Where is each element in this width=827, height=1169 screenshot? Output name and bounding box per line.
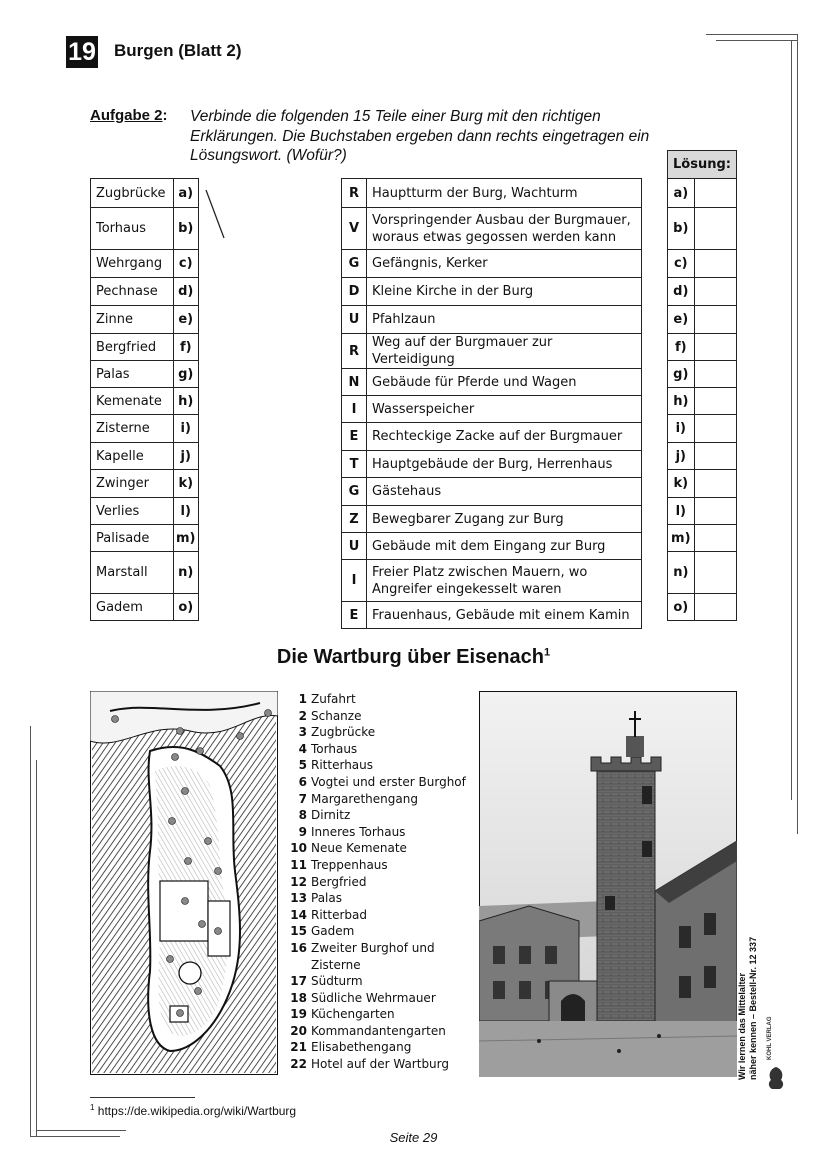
term-letter-cell: f) — [174, 334, 199, 361]
legend-item — [290, 907, 466, 924]
example-connection-line — [200, 184, 230, 244]
solution-letter-cell: i) — [668, 415, 695, 443]
table-row — [91, 306, 199, 334]
solution-letter-cell: h) — [668, 388, 695, 415]
table-row — [91, 334, 199, 361]
solution-letter-cell: j) — [668, 443, 695, 470]
legend-number: 9 — [298, 824, 307, 839]
table-row — [668, 334, 737, 361]
legend-item — [290, 857, 466, 874]
table-row — [668, 443, 737, 470]
legend-number: 22 — [290, 1057, 307, 1072]
code-letter-cell: T — [342, 451, 367, 478]
table-row — [342, 602, 642, 629]
code-letter-cell: Z — [342, 506, 367, 533]
code-letter-cell: U — [342, 306, 367, 334]
legend-item — [290, 990, 466, 1007]
legend-number: 8 — [298, 808, 307, 823]
table-row — [342, 560, 642, 602]
legend-label: Zweiter Burghof und — [311, 940, 435, 955]
legend-item — [290, 757, 466, 774]
solution-answer-cell — [694, 208, 736, 250]
legend-label: Dirnitz — [311, 808, 351, 823]
legend-label: Ritterhaus — [311, 758, 374, 773]
solution-letter-cell: b) — [668, 208, 695, 250]
solution-letter-cell: n) — [668, 552, 695, 594]
legend-label: Kommandantengarten — [311, 1023, 446, 1038]
table-row — [668, 525, 737, 552]
table-row — [342, 396, 642, 423]
term-cell: Zisterne — [91, 415, 174, 443]
publisher-name: KOHL VERLAG — [767, 1016, 773, 1060]
legend-label: Margarethengang — [311, 791, 418, 806]
term-letter-cell: a) — [174, 179, 199, 208]
solution-answer-cell — [694, 594, 736, 621]
solution-table — [667, 150, 737, 621]
frame-line-top-inner — [716, 40, 798, 41]
solution-header: Lösung: — [668, 151, 737, 179]
solution-answer-cell — [694, 361, 736, 388]
task-instructions: Verbinde die folgenden 15 Teile einer Burg mit den richtigen Erklärungen. Die Buchstaben ergeben dann rechts eingetragen ein Lösungswort. (Wofür?) — [190, 108, 650, 164]
legend-label: Bergfried — [311, 874, 367, 889]
term-letter-cell: g) — [174, 361, 199, 388]
table-row — [668, 250, 737, 278]
solution-answer-cell — [694, 334, 736, 361]
legend-number: 21 — [290, 1040, 307, 1055]
legend-number: 7 — [298, 791, 307, 806]
wartburg-legend — [290, 691, 466, 1073]
wartburg-title: Die Wartburg über Eisenach$^1$ — [276, 646, 551, 668]
legend-number: 10 — [290, 841, 307, 856]
legend-label: Torhaus — [311, 741, 358, 756]
side-series-text: Wir lernen das Mittelalter näher kennen – Bestell-Nr. 12 337 — [737, 936, 758, 1080]
solution-answer-cell — [694, 179, 736, 208]
code-letter-cell: N — [342, 369, 367, 396]
legend-item — [290, 940, 466, 957]
table-row — [668, 552, 737, 594]
term-cell: Wehrgang — [91, 250, 174, 278]
explanation-cell: Wasserspeicher — [367, 396, 642, 423]
legend-number: 13 — [290, 891, 307, 906]
table-row — [91, 552, 199, 594]
solution-letter-cell: m) — [668, 525, 695, 552]
explanation-cell: Gebäude für Pferde und Wagen — [367, 369, 642, 396]
legend-label: Treppenhaus — [311, 857, 388, 872]
solution-letter-cell: o) — [668, 594, 695, 621]
table-row — [668, 278, 737, 306]
solution-letter-cell: a) — [668, 179, 695, 208]
code-letter-cell: E — [342, 602, 367, 629]
term-letter-cell: k) — [174, 470, 199, 498]
term-cell: Verlies — [91, 498, 174, 525]
table-row — [668, 415, 737, 443]
legend-number: 6 — [298, 774, 307, 789]
term-letter-cell: o) — [174, 594, 199, 621]
legend-item — [290, 874, 466, 891]
legend-label: Hotel auf der Wartburg — [311, 1057, 449, 1072]
legend-number: 4 — [298, 741, 307, 756]
code-letter-cell: R — [342, 179, 367, 208]
term-letter-cell: b) — [174, 208, 199, 250]
legend-label: Inneres Torhaus — [311, 824, 406, 839]
table-row — [91, 278, 199, 306]
term-cell: Kapelle — [91, 443, 174, 470]
solution-letter-cell: d) — [668, 278, 695, 306]
frame-line-right — [797, 34, 798, 834]
term-letter-cell: h) — [174, 388, 199, 415]
legend-label: Zugbrücke — [311, 725, 376, 740]
table-row — [668, 594, 737, 621]
legend-item — [290, 824, 466, 841]
solution-letter-cell: c) — [668, 250, 695, 278]
term-cell: Bergfried — [91, 334, 174, 361]
footnote-separator — [90, 1097, 195, 1098]
code-letter-cell: R — [342, 334, 367, 369]
legend-number: 2 — [298, 708, 307, 723]
solution-answer-cell — [694, 278, 736, 306]
solution-answer-cell — [694, 415, 736, 443]
term-letter-cell: l) — [174, 498, 199, 525]
table-row — [342, 208, 642, 250]
explanation-cell: Hauptturm der Burg, Wachturm — [367, 179, 642, 208]
legend-item — [290, 807, 466, 824]
legend-item — [290, 1006, 466, 1023]
terms-table — [90, 178, 199, 621]
table-row — [668, 208, 737, 250]
table-row — [342, 334, 642, 369]
explanation-cell: Weg auf der Burgmauer zur Verteidigung — [367, 334, 642, 369]
solution-answer-cell — [694, 552, 736, 594]
publisher-logo-icon — [764, 1065, 788, 1093]
frame-line-left — [30, 726, 31, 1136]
legend-item — [290, 1023, 466, 1040]
legend-label: Südliche Wehrmauer — [311, 990, 436, 1005]
table-row — [91, 470, 199, 498]
legend-item — [290, 791, 466, 808]
solution-answer-cell — [694, 498, 736, 525]
legend-item — [290, 724, 466, 741]
page-number: Seite 29 — [389, 1130, 438, 1145]
legend-number: 20 — [290, 1023, 307, 1038]
table-row — [342, 278, 642, 306]
legend-number: 12 — [290, 874, 307, 889]
explanation-cell: Gebäude mit dem Eingang zur Burg — [367, 533, 642, 560]
legend-label: Vogtei und erster Burghof — [311, 774, 466, 789]
solution-answer-cell — [694, 306, 736, 334]
legend-item — [290, 774, 466, 791]
legend-number: 17 — [290, 974, 307, 989]
term-cell: Zugbrücke — [91, 179, 174, 208]
explanation-cell: Vorspringender Ausbau der Burgmauer, woraus etwas gegossen werden kann — [367, 208, 642, 250]
legend-number: 15 — [290, 924, 307, 939]
footnote: $^1$ https://de.wikipedia.org/wiki/Wartburg — [90, 1103, 297, 1118]
explanation-cell: Gefängnis, Kerker — [367, 250, 642, 278]
explanation-cell: Pfahlzaun — [367, 306, 642, 334]
table-row — [342, 451, 642, 478]
legend-item — [290, 973, 466, 990]
frame-line-left-inner — [36, 760, 37, 1136]
page-number-badge: 19 — [66, 36, 98, 68]
explanation-cell: Freier Platz zwischen Mauern, wo Angreifer eingekesselt waren — [367, 560, 642, 602]
term-cell: Torhaus — [91, 208, 174, 250]
code-letter-cell: I — [342, 396, 367, 423]
table-row — [91, 443, 199, 470]
table-row — [342, 506, 642, 533]
legend-number: 11 — [290, 857, 307, 872]
table-row — [668, 361, 737, 388]
table-row — [91, 388, 199, 415]
table-row — [91, 525, 199, 552]
table-row — [342, 250, 642, 278]
term-cell: Gadem — [91, 594, 174, 621]
term-letter-cell: j) — [174, 443, 199, 470]
solution-letter-cell: f) — [668, 334, 695, 361]
table-row — [91, 361, 199, 388]
solution-letter-cell: l) — [668, 498, 695, 525]
legend-number: 5 — [298, 758, 307, 773]
table-row — [91, 594, 199, 621]
wartburg-map-image — [90, 691, 278, 1075]
solution-answer-cell — [694, 388, 736, 415]
legend-item — [290, 1056, 466, 1073]
table-row — [668, 498, 737, 525]
legend-item — [290, 1039, 466, 1056]
legend-label: Südturm — [311, 974, 363, 989]
term-letter-cell: n) — [174, 552, 199, 594]
explanation-cell: Gästehaus — [367, 478, 642, 506]
legend-label: Elisabethengang — [311, 1040, 412, 1055]
legend-label: Schanze — [311, 708, 362, 723]
term-cell: Pechnase — [91, 278, 174, 306]
term-cell: Zinne — [91, 306, 174, 334]
legend-item — [290, 708, 466, 725]
page-title: Burgen (Blatt 2) — [114, 41, 242, 60]
term-cell: Palisade — [91, 525, 174, 552]
legend-number: 3 — [298, 725, 307, 740]
legend-item — [290, 890, 466, 907]
explanation-cell: Rechteckige Zacke auf der Burgmauer — [367, 423, 642, 451]
solution-answer-cell — [694, 525, 736, 552]
table-row — [668, 388, 737, 415]
table-row — [342, 306, 642, 334]
code-letter-cell: V — [342, 208, 367, 250]
task-label: Aufgabe 2: — [90, 107, 168, 124]
solution-letter-cell: g) — [668, 361, 695, 388]
term-letter-cell: m) — [174, 525, 199, 552]
term-cell: Kemenate — [91, 388, 174, 415]
explanation-cell: Kleine Kirche in der Burg — [367, 278, 642, 306]
term-letter-cell: e) — [174, 306, 199, 334]
frame-line-right-inner — [791, 40, 792, 800]
legend-item-continuation: Zisterne — [311, 957, 361, 972]
frame-line-top — [706, 34, 798, 35]
legend-item — [290, 840, 466, 857]
legend-number: 1 — [298, 692, 307, 706]
code-letter-cell: E — [342, 423, 367, 451]
explanation-cell: Bewegbarer Zugang zur Burg — [367, 506, 642, 533]
code-letter-cell: G — [342, 250, 367, 278]
table-row — [91, 415, 199, 443]
table-row — [91, 498, 199, 525]
table-row — [342, 179, 642, 208]
legend-item — [290, 691, 466, 708]
code-letter-cell: U — [342, 533, 367, 560]
solution-answer-cell — [694, 250, 736, 278]
legend-number: 14 — [290, 907, 307, 922]
legend-number: 19 — [290, 1007, 307, 1022]
wartburg-photo — [479, 691, 737, 1077]
legend-label: Ritterbad — [311, 907, 367, 922]
table-row — [91, 179, 199, 208]
term-letter-cell: d) — [174, 278, 199, 306]
table-row — [668, 306, 737, 334]
table-row — [91, 250, 199, 278]
legend-item — [290, 741, 466, 758]
table-row — [342, 533, 642, 560]
term-letter-cell: i) — [174, 415, 199, 443]
table-row — [342, 423, 642, 451]
table-row — [342, 369, 642, 396]
term-cell: Marstall — [91, 552, 174, 594]
solution-letter-cell: e) — [668, 306, 695, 334]
legend-number: 16 — [290, 940, 307, 955]
table-row — [91, 208, 199, 250]
solution-header-row — [668, 151, 737, 179]
explanation-cell: Frauenhaus, Gebäude mit einem Kamin — [367, 602, 642, 629]
term-cell: Palas — [91, 361, 174, 388]
legend-label: Palas — [311, 891, 342, 906]
code-letter-cell: G — [342, 478, 367, 506]
table-row — [668, 470, 737, 498]
table-row — [342, 478, 642, 506]
solution-answer-cell — [694, 443, 736, 470]
term-cell: Zwinger — [91, 470, 174, 498]
legend-label: Küchengarten — [311, 1007, 395, 1022]
solution-answer-cell — [694, 470, 736, 498]
legend-label: Gadem — [311, 924, 355, 939]
code-letter-cell: D — [342, 278, 367, 306]
code-letter-cell: I — [342, 560, 367, 602]
legend-label: Zufahrt — [311, 692, 356, 706]
explanation-cell: Hauptgebäude der Burg, Herrenhaus — [367, 451, 642, 478]
solution-letter-cell: k) — [668, 470, 695, 498]
legend-item — [290, 923, 466, 940]
legend-number: 18 — [290, 990, 307, 1005]
legend-label: Neue Kemenate — [311, 841, 407, 856]
term-letter-cell: c) — [174, 250, 199, 278]
explanations-table — [341, 178, 642, 629]
table-row — [668, 179, 737, 208]
